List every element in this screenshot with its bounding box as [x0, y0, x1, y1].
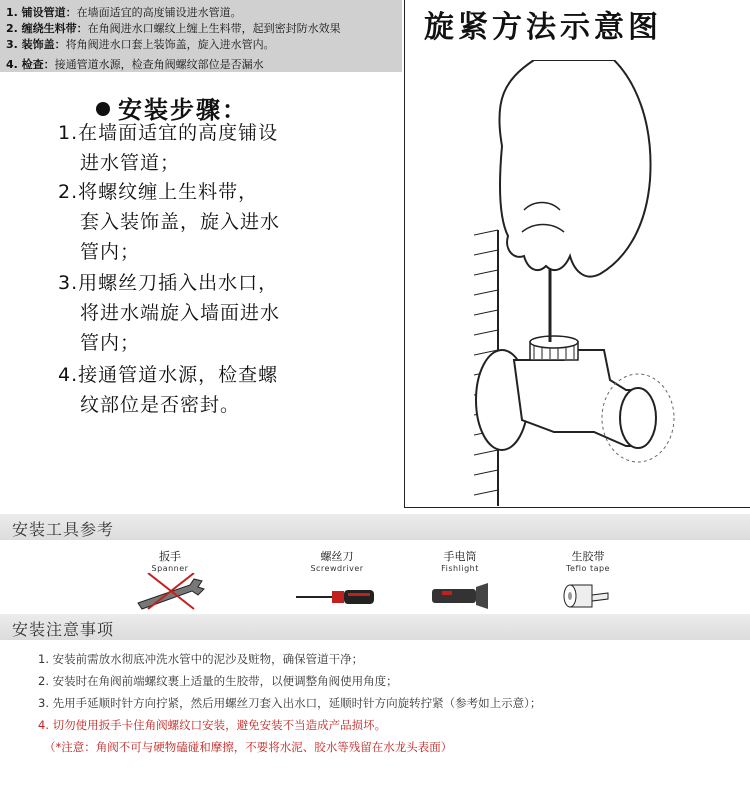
- notes-section-title: 安装注意事项: [12, 620, 115, 639]
- note-item: 3. 先用手延顺时针方向拧紧，然后用螺丝刀套入出水口，延顺时针方向旋转拧紧（参考如上示意）；: [38, 696, 542, 710]
- step-line: 1.在墙面适宜的高度铺设: [58, 122, 279, 144]
- valve-handle: [620, 388, 656, 448]
- tool-name: 生胶带: [571, 550, 605, 563]
- note-caution: （*注意：角阀不可与硬物磕碰和摩擦，不要将水泥、胶水等残留在水龙头表面）: [44, 740, 453, 754]
- bullet-icon: [96, 102, 110, 116]
- tool-name: 螺丝刀: [320, 550, 354, 563]
- screwdriver-icon: [292, 573, 382, 613]
- tool-name-en: Spanner: [151, 564, 189, 573]
- diagram-title: 旋紧方法示意图: [424, 10, 662, 45]
- step-line: 纹部位是否密封。: [80, 394, 241, 416]
- tool-name-en: Fishlight: [441, 564, 479, 573]
- step-line: 2.将螺纹缠上生料带，: [58, 181, 259, 203]
- note-item: 1. 安装前需放水彻底冲洗水管中的泥沙及赃物，确保管道干净；: [38, 652, 364, 666]
- tool-screwdriver: [292, 548, 382, 617]
- tool-spanner: [130, 548, 210, 617]
- tool-flashlight: [420, 548, 500, 617]
- step-line: 3.用螺丝刀插入出水口，: [58, 272, 279, 294]
- step-line: 进水管道；: [80, 152, 181, 174]
- note-warning: 4. 切勿使用扳手卡住角阀螺纹口安装，避免安装不当造成产品损坏。: [38, 718, 387, 732]
- tool-name-en: Screwdriver: [310, 564, 364, 573]
- step-line: 套入装饰盖，旋入进水: [80, 211, 281, 233]
- note-item: 2. 安装时在角阀前端螺纹裹上适量的生胶带，以便调整角阀使用角度；: [38, 674, 398, 688]
- tool-name-en: Teflo tape: [566, 564, 610, 573]
- tools-section-title: 安装工具参考: [12, 520, 115, 539]
- tool-name: 扳手: [159, 550, 181, 563]
- top-steps-strip: [0, 0, 402, 72]
- install-steps-heading: 安装步骤：: [96, 90, 248, 125]
- hand-illustration: [499, 60, 650, 277]
- step-line: 将进水端旋入墙面进水: [80, 302, 281, 324]
- step-line: 管内；: [80, 332, 141, 354]
- step-line: 管内；: [80, 241, 141, 263]
- top-step-3: 3. 装饰盖：将角阀进水口套上装饰盖，旋入进水管内。: [6, 38, 275, 51]
- top-step-2: 2. 缠绕生料带：在角阀进水口螺纹上缠上生料带，起到密封防水效果: [6, 22, 341, 35]
- valve-tightening-illustration: [404, 60, 750, 506]
- notes-section-bar: [0, 614, 750, 640]
- tool-tape: [548, 548, 628, 617]
- tape-icon: [548, 573, 628, 613]
- flashlight-icon: [420, 573, 500, 613]
- spanner-crossed-icon: [130, 573, 210, 613]
- tools-section-bar: [0, 514, 750, 540]
- top-step-1: 1. 铺设管道：在墙面适宜的高度铺设进水管道。: [6, 6, 242, 19]
- tool-name: 手电筒: [443, 550, 477, 563]
- step-line: 4.接通管道水源，检查螺: [58, 364, 279, 386]
- top-step-4: 4. 检查：接通管道水源，检查角阀螺纹部位是否漏水: [6, 58, 264, 71]
